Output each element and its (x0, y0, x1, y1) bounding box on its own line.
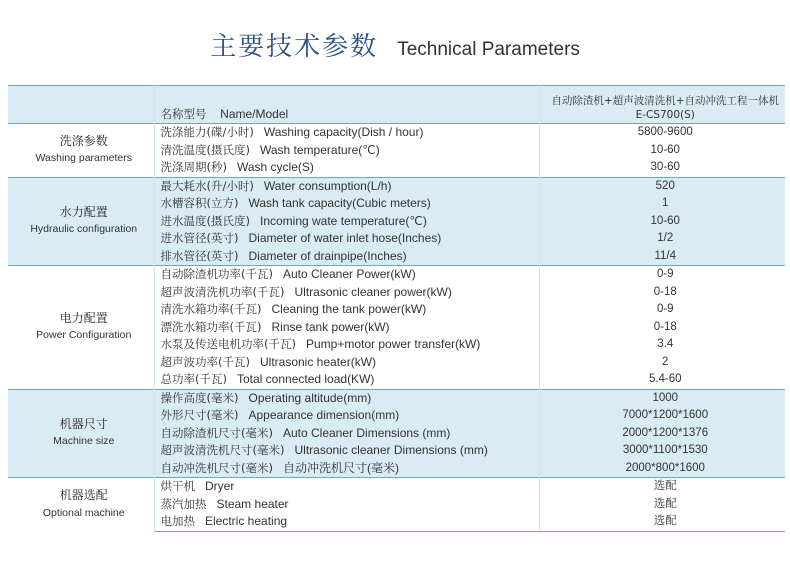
table-row (8, 124, 785, 142)
parameter-name-cn: 自动除渣机尺寸(毫米) (160, 425, 273, 440)
parameter-value: 30-60 (539, 159, 785, 177)
parameter-name-cn: 电加热 (160, 514, 195, 528)
parameter-cell (154, 496, 539, 514)
parameter-value: 5.4-60 (539, 371, 785, 389)
parameter-cell (154, 248, 539, 266)
parameter-name-cn: 水泵及传送电机功率(千瓦) (160, 337, 296, 351)
parameter-cell (154, 336, 539, 354)
parameter-cell (154, 442, 539, 460)
category-cell (8, 478, 154, 532)
parameter-cell (154, 460, 539, 478)
parameter-name-cn: 洗涤周期(秒) (160, 160, 227, 174)
category-label-en: Hydraulic configuration (30, 223, 138, 236)
parameter-cell (154, 301, 539, 319)
parameter-name-cn: 清洗温度(摄氏度) (160, 142, 250, 157)
title-english: Technical Parameters (397, 39, 580, 60)
parameter-name-en: Wash tank capacity(Cubic meters) (248, 196, 431, 210)
parameter-value: 11/4 (539, 248, 785, 266)
parameter-value: 3000*1100*1530 (539, 442, 785, 460)
parameter-name-en: Appearance dimension(mm) (248, 408, 400, 422)
category-label-cn: 水力配置 (59, 204, 108, 219)
parameter-cell (154, 142, 539, 160)
parameter-value: 0-9 (539, 301, 785, 319)
parameter-value: 0-18 (539, 284, 785, 302)
category-label-en: Optional machine (42, 506, 125, 519)
table-row (8, 478, 785, 496)
parameter-value: 选配 (539, 478, 785, 496)
parameter-value: 520 (539, 177, 785, 195)
parameter-value: 7000*1200*1600 (539, 407, 785, 425)
parameter-name-cn: 操作高度(毫米) (160, 390, 239, 405)
parameter-name-cn: 水槽容积(立方) (160, 196, 239, 210)
table-header-row (8, 86, 785, 124)
parameter-cell (154, 371, 539, 389)
header-name-en: Name/Model (220, 107, 289, 121)
parameter-cell (154, 124, 539, 142)
category-cell (8, 124, 154, 178)
parameter-value: 10-60 (539, 142, 785, 160)
parameter-name-cn: 进水温度(摄氏度) (160, 213, 250, 228)
parameter-cell (154, 230, 539, 248)
category-label-cn: 洗涤参数 (59, 133, 108, 148)
category-label-cn: 电力配置 (59, 310, 108, 325)
parameter-name-en: Incoming wate temperature(℃) (259, 213, 427, 228)
category-label-cn: 机器选配 (59, 488, 108, 502)
parameter-name-en: Wash cycle(S) (236, 160, 314, 174)
parameter-value: 2 (539, 354, 785, 372)
table-row (8, 266, 785, 284)
category-label-cn: 机器尺寸 (59, 416, 108, 431)
parameter-name-en: Water consumption(L/h) (263, 178, 392, 193)
table-row (8, 389, 785, 407)
header-name-cn: 名称型号 (160, 107, 207, 121)
parameter-name-cn: 排水管径(英寸) (160, 248, 239, 263)
parameter-cell (154, 177, 539, 195)
parameter-name-cn: 洗涤能力(碟/小时) (160, 125, 254, 139)
parameter-name-en: Ultrasonic cleaner Dimensions (mm) (294, 443, 488, 457)
parameter-name-en: Diameter of drainpipe(Inches) (248, 248, 407, 263)
title-chinese: 主要技术参数 (210, 32, 379, 62)
parameter-value: 1/2 (539, 230, 785, 248)
parameter-cell (154, 478, 539, 496)
category-label-en: Washing parameters (35, 152, 132, 165)
parameter-cell (154, 159, 539, 177)
parameter-name-en: Total connected load(KW) (236, 372, 375, 386)
parameter-name-cn: 自动除渣机功率(千瓦) (160, 267, 273, 281)
header-model-cell (539, 86, 785, 124)
parameter-name-en: Operating altitude(mm) (248, 390, 372, 405)
parameter-value: 选配 (539, 496, 785, 514)
parameter-name-en: 自动冲洗机尺寸(毫米) (282, 460, 399, 475)
category-cell (8, 177, 154, 266)
parameter-name-en: Auto Cleaner Dimensions (mm) (282, 425, 451, 440)
parameter-name-en: Electric heating (205, 514, 288, 528)
parameter-name-en: Ultrasonic cleaner power(kW) (294, 284, 452, 299)
parameter-cell (154, 213, 539, 231)
parameter-name-cn: 总功率(千瓦) (160, 372, 227, 386)
parameter-name-en: Auto Cleaner Power(kW) (282, 267, 416, 281)
category-cell (8, 389, 154, 478)
table-row (8, 177, 785, 195)
header-model-line2: E-CS700(S) (635, 109, 695, 121)
category-cell (8, 266, 154, 390)
parameter-name-cn: 自动冲洗机尺寸(毫米) (160, 460, 273, 475)
header-model-line1: 自动除渣机+超声波清洗机+自动冲洗工程一体机 (551, 95, 780, 107)
parameter-cell (154, 195, 539, 213)
parameter-value: 3.4 (539, 336, 785, 354)
category-label-en: Power Configuration (36, 329, 132, 342)
parameter-name-cn: 外形尺寸(毫米) (160, 408, 239, 422)
parameter-value: 0-9 (539, 266, 785, 284)
parameter-name-cn: 最大耗水(升/小时) (160, 178, 254, 193)
parameter-cell (154, 407, 539, 425)
parameter-value: 2000*800*1600 (539, 460, 785, 478)
parameter-value: 选配 (539, 513, 785, 531)
spec-table (8, 85, 785, 532)
parameter-name-en: Dryer (205, 479, 235, 493)
parameter-name-cn: 超声波清洗机尺寸(毫米) (160, 443, 285, 457)
parameter-cell (154, 425, 539, 443)
parameter-value: 2000*1200*1376 (539, 425, 785, 443)
parameter-name-en: Cleaning the tank power(kW) (271, 302, 427, 316)
parameter-name-cn: 烘干机 (160, 479, 195, 493)
parameter-value: 1 (539, 195, 785, 213)
parameter-name-en: Pump+motor power transfer(kW) (305, 337, 481, 351)
parameter-value: 5800-9600 (539, 124, 785, 142)
parameter-cell (154, 513, 539, 531)
parameter-value: 0-18 (539, 319, 785, 337)
parameter-name-en: Diameter of water inlet hose(Inches) (248, 231, 442, 245)
header-name-cell (154, 86, 539, 124)
parameter-cell (154, 319, 539, 337)
header-category-cell (8, 86, 154, 124)
parameter-name-en: Ultrasonic heater(kW) (259, 354, 377, 369)
parameter-cell (154, 354, 539, 372)
parameter-name-cn: 蒸汽加热 (160, 496, 207, 511)
parameter-name-cn: 进水管径(英寸) (160, 231, 239, 245)
parameter-name-cn: 清洗水箱功率(千瓦) (160, 302, 262, 316)
parameter-name-cn: 漂洗水箱功率(千瓦) (160, 319, 262, 334)
parameter-name-cn: 超声波清洗机功率(千瓦) (160, 284, 285, 299)
page-title (0, 26, 790, 66)
parameter-cell (154, 284, 539, 302)
parameter-value: 1000 (539, 389, 785, 407)
parameter-name-en: Rinse tank power(kW) (271, 319, 390, 334)
parameter-name-en: Steam heater (216, 496, 289, 511)
parameter-cell (154, 389, 539, 407)
parameter-name-cn: 超声波功率(千瓦) (160, 354, 250, 369)
category-label-en: Machine size (53, 435, 115, 448)
parameter-cell (154, 266, 539, 284)
parameter-name-en: Washing capacity(Dish / hour) (263, 125, 424, 139)
parameter-value: 10-60 (539, 213, 785, 231)
parameter-name-en: Wash temperature(℃) (259, 142, 380, 157)
